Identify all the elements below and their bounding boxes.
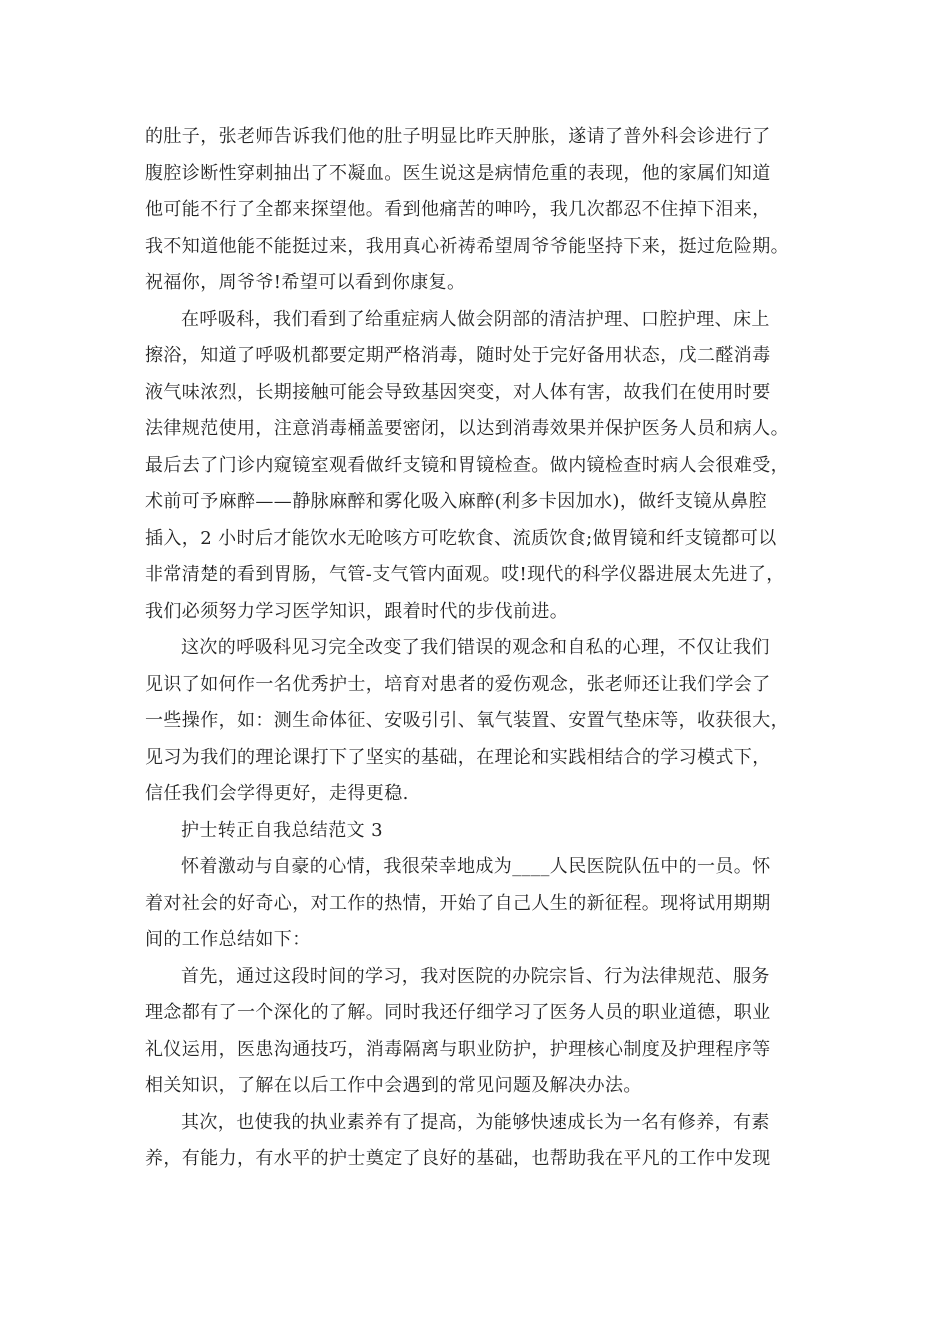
text-line: 擦浴，知道了呼吸机都要定期严格消毒，随时处于完好备用状态，戊二醛消毒 bbox=[145, 345, 771, 366]
text-line: 这次的呼吸科见习完全改变了我们错误的观念和自私的心理，不仅让我们 bbox=[181, 637, 770, 658]
text-line: 插入，2 小时后才能饮水无呛咳方可吃软食、流质饮食;做胃镜和纤支镜都可以 bbox=[145, 527, 777, 549]
document-body bbox=[145, 119, 805, 1178]
text-line: 的肚子，张老师告诉我们他的肚子明显比昨天肿胀，遂请了普外科会诊进行了 bbox=[145, 126, 771, 147]
text-line: 见习为我们的理论课打下了坚实的基础，在理论和实践相结合的学习模式下， bbox=[145, 746, 771, 768]
text-line: 礼仪运用，医患沟通技巧，消毒隔离与职业防护，护理核心制度及护理程序等 bbox=[145, 1038, 771, 1060]
text-line: 我们必须努力学习医学知识，跟着时代的步伐前进。 bbox=[145, 600, 569, 622]
text-line: 他可能不行了全都来探望他。看到他痛苦的呻吟，我几次都忍不住掉下泪来， bbox=[145, 199, 771, 220]
text-line: 怀着激动与自豪的心情，我很荣幸地成为____人民医院队伍中的一员。怀 bbox=[181, 856, 771, 877]
text-line: 其次，也使我的执业素养有了提高，为能够快速成长为一名有修养，有素 bbox=[181, 1111, 770, 1133]
text-line: 理念都有了一个深化的了解。同时我还仔细学习了医务人员的职业道德，职业 bbox=[145, 1002, 771, 1023]
text-line: 首先，通过这段时间的学习，我对医院的办院宗旨、行为法律规范、服务 bbox=[181, 965, 770, 987]
text-line: 术前可予麻醉——静脉麻醉和雾化吸入麻醉(利多卡因加水)，做纤支镜从鼻腔 bbox=[145, 491, 768, 512]
text-line: 最后去了门诊内窥镜室观看做纤支镜和胃镜检查。做内镜检查时病人会很难受， bbox=[145, 454, 789, 476]
text-line: 着对社会的好奇心，对工作的热情，开始了自己人生的新征程。现将试用期期 bbox=[145, 892, 771, 914]
text-line: 腹腔诊断性穿刺抽出了不凝血。医生说这是病情危重的表现，他的家属们知道 bbox=[145, 162, 771, 184]
text-line: 我不知道他能不能挺过来，我用真心祈祷希望周爷爷能坚持下来，挺过危险期。 bbox=[145, 235, 789, 257]
text-line: 信任我们会学得更好，走得更稳. bbox=[145, 783, 409, 804]
text-line: 一些操作，如：测生命体征、安吸引引、氧气装置、安置气垫床等，收获很大， bbox=[145, 710, 789, 731]
text-line: 相关知识，了解在以后工作中会遇到的常见问题及解决办法。 bbox=[145, 1075, 642, 1096]
text-line: 见识了如何作一名优秀护士，培育对患者的爱伤观念，张老师还让我们学会了 bbox=[145, 673, 771, 695]
text-line: 护士转正自我总结范文 3 bbox=[181, 819, 383, 841]
text-line: 非常清楚的看到胃肠，气管-支气管内面观。哎!现代的科学仪器进展太先进了， bbox=[145, 564, 785, 585]
text-line: 间的工作总结如下： bbox=[145, 929, 311, 950]
text-line: 祝福你，周爷爷!希望可以看到你康复。 bbox=[145, 272, 466, 293]
text-line: 养，有能力，有水平的护士奠定了良好的基础，也帮助我在平凡的工作中发现 bbox=[145, 1148, 771, 1169]
text-line: 液气味浓烈，长期接触可能会导致基因突变，对人体有害，故我们在使用时要 bbox=[145, 381, 771, 403]
text-line: 法律规范使用，注意消毒桶盖要密闭，以达到消毒效果并保护医务人员和病人。 bbox=[145, 418, 789, 439]
text-line: 在呼吸科，我们看到了给重症病人做会阴部的清洁护理、口腔护理、床上 bbox=[181, 308, 770, 330]
